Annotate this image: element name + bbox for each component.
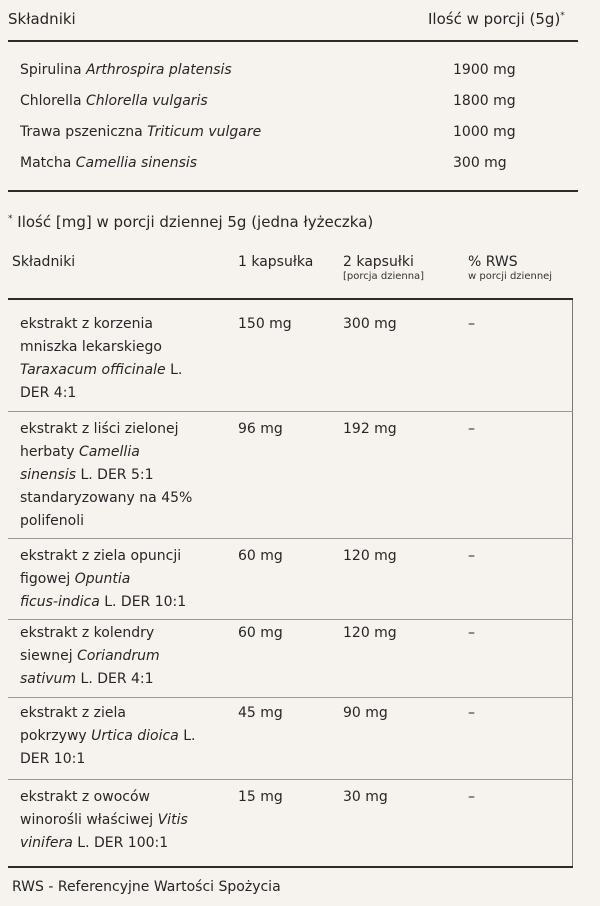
row-divider — [8, 697, 573, 698]
table2-row-rws: – — [468, 789, 475, 805]
table1-header-quantity: Ilość w porcji (5g)* — [428, 10, 565, 28]
table2-row-ingredient: ekstrakt z ziela opuncji figowej Opuntia ficus-indica L. DER 10:1 — [20, 548, 187, 610]
table2-row-two-capsules: 300 mg — [343, 316, 397, 332]
table1-row-qty: 1800 mg — [453, 93, 516, 109]
table2-footer-rws-note: RWS - Referencyjne Wartości Spożycia — [12, 879, 281, 895]
table2-right-border — [572, 300, 573, 866]
table2-row-rws: – — [468, 548, 475, 564]
table2-header-rule — [8, 298, 573, 300]
table1-row-name: Matcha Camellia sinensis — [20, 155, 198, 171]
table2-row-one-capsule: 60 mg — [238, 548, 283, 564]
table1-header-ingredients: Składniki — [8, 10, 76, 28]
table1-top-rule — [8, 40, 578, 42]
row-divider — [8, 619, 573, 620]
table2-row-rws: – — [468, 421, 475, 437]
table1-row-qty: 1000 mg — [453, 124, 516, 140]
table2-row-ingredient: ekstrakt z owoców winorośli właściwej Vitis vinifera L. DER 100:1 — [20, 789, 188, 851]
table2-row-rws: – — [468, 316, 475, 332]
row-divider — [8, 411, 573, 412]
table2-row-two-capsules: 30 mg — [343, 789, 388, 805]
table2-row-one-capsule: 60 mg — [238, 625, 283, 641]
table1-footnote: * Ilość [mg] w porcji dziennej 5g (jedna łyżeczka) — [8, 213, 374, 231]
table2-row-one-capsule: 45 mg — [238, 705, 283, 721]
table2-row-two-capsules: 192 mg — [343, 421, 397, 437]
table2-row-ingredient: ekstrakt z ziela pokrzywy Urtica dioica L. DER 10:1 — [20, 705, 196, 767]
table2-row-two-capsules: 120 mg — [343, 548, 397, 564]
table2-row-one-capsule: 96 mg — [238, 421, 283, 437]
table2-row-ingredient: ekstrakt z kolendry siewnej Coriandrum sativum L. DER 4:1 — [20, 625, 160, 687]
table2-row-rws: – — [468, 705, 475, 721]
table2-row-ingredient: ekstrakt z korzenia mniszka lekarskiego Taraxacum officinale L. DER 4:1 — [20, 316, 183, 401]
table2-row-one-capsule: 15 mg — [238, 789, 283, 805]
table1-row-name: Spirulina Arthrospira platensis — [20, 62, 232, 78]
table2-header-ingredients: Składniki — [12, 254, 76, 270]
table1-row-name: Trawa pszeniczna Triticum vulgare — [20, 124, 262, 140]
table2-header-rws: % RWS w porcji dziennej — [468, 254, 553, 282]
table2-row-rws: – — [468, 625, 475, 641]
table2-row-two-capsules: 120 mg — [343, 625, 397, 641]
table2-header-two-capsules: 2 kapsułki [porcja dzienna] — [343, 254, 425, 282]
table2-row-one-capsule: 150 mg — [238, 316, 292, 332]
row-divider — [8, 779, 573, 780]
table2-row-ingredient: ekstrakt z liści zielonej herbaty Camellia sinensis L. DER 5:1 standaryzowany na 45% polifenoli — [20, 421, 193, 529]
table1-bottom-rule — [8, 190, 578, 192]
table2-bottom-rule — [8, 866, 573, 868]
row-divider — [8, 538, 573, 539]
table1-row-qty: 300 mg — [453, 155, 507, 171]
table2-header-one-capsule: 1 kapsułka — [238, 254, 314, 270]
table1-row-name: Chlorella Chlorella vulgaris — [20, 93, 208, 109]
table2-row-two-capsules: 90 mg — [343, 705, 388, 721]
table1-row-qty: 1900 mg — [453, 62, 516, 78]
